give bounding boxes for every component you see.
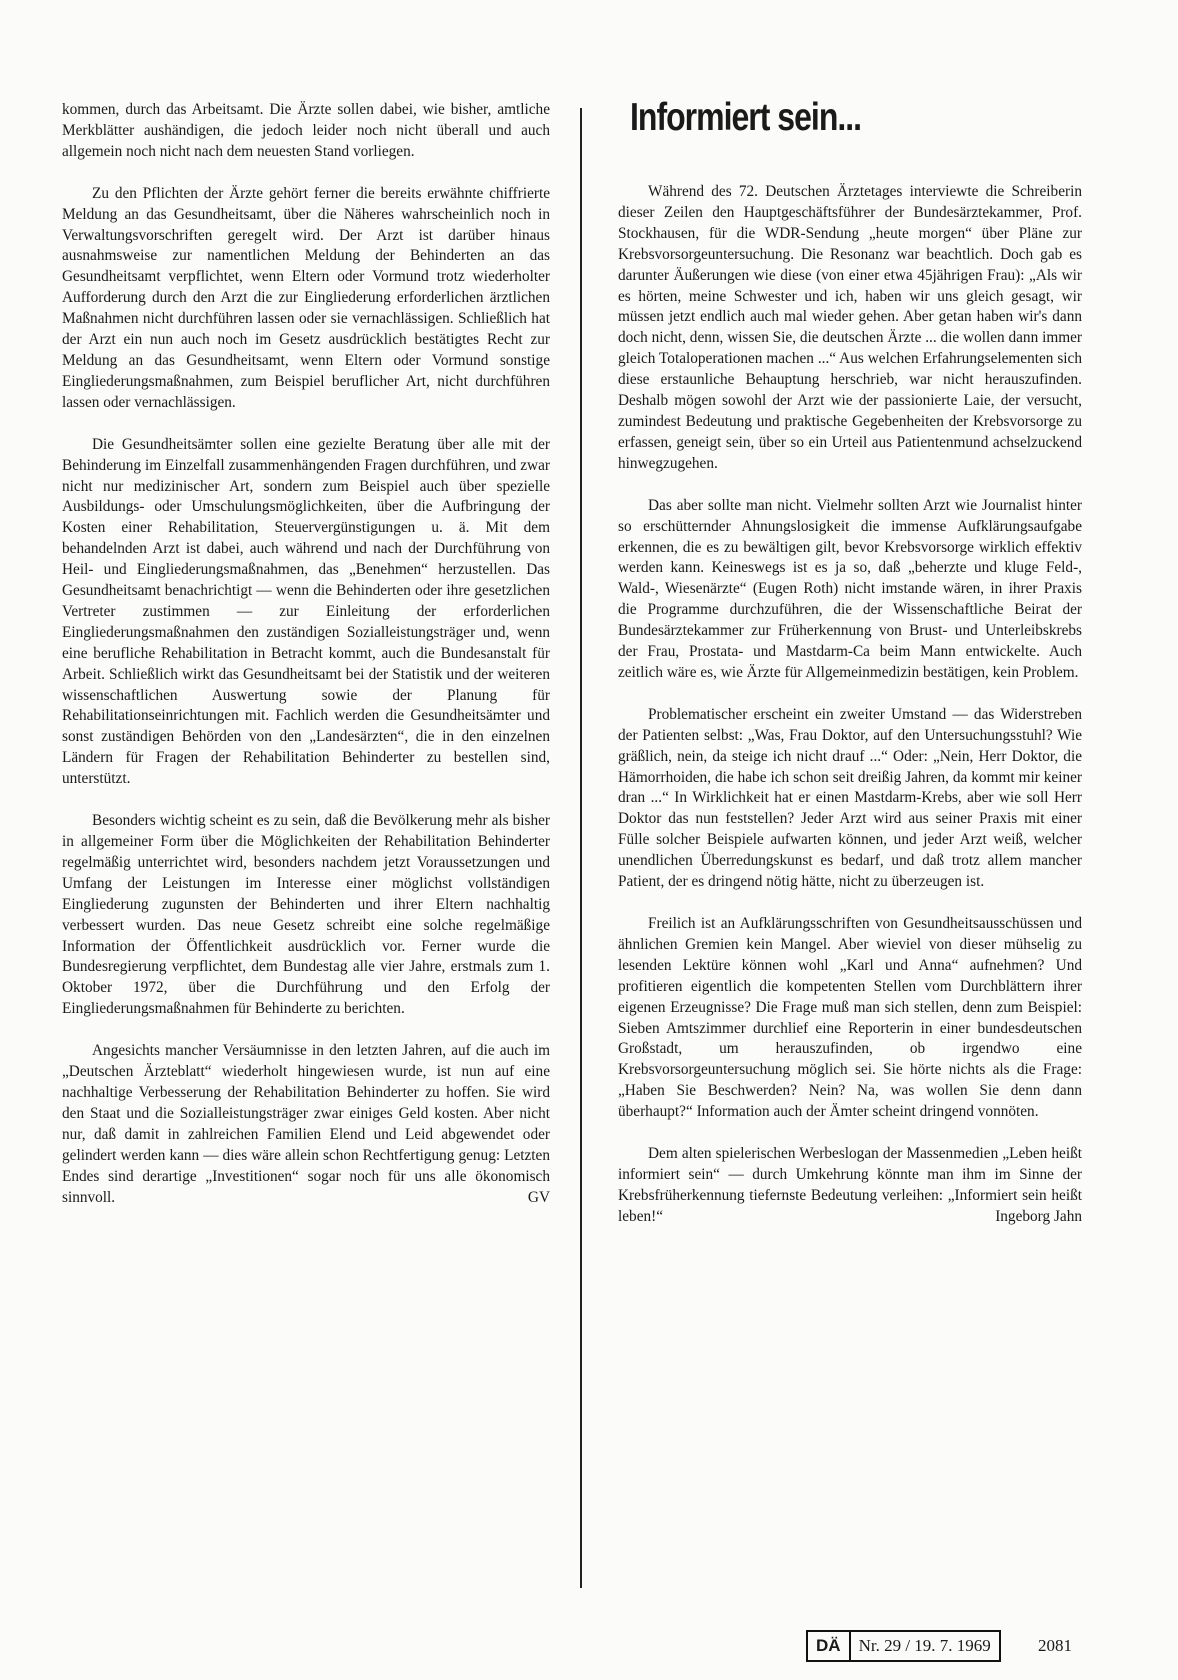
paragraph: Besonders wichtig scheint es zu sein, daß die Bevölkerung mehr als bisher in allgemeiner Form über die Möglichkeiten der Rehabilitation Behinderter regelmäßig unterrichtet wird, besonders nachdem jetzt Voraussetzungen und Umfang der Leistungen im Interesse einer möglichst vollständigen Eingliederung zugunsten der Behinderten und ihrer Eltern nachhaltig verbessert wurden. Das neue Gesetz schreibt eine solche regelmäßige Information der Öffentlichkeit ausdrücklich vor. Ferner wurde die Bundesregierung verpflichtet, dem Bundestag alle vier Jahre, erstmals zum 1. Oktober 1972, über die Durchführung und den Erfolg der Eingliederungsmaßnahmen für Behinderte zu berichten.	[62, 812, 550, 1018]
paragraph-text: Angesichts mancher Versäumnisse in den letzten Jahren, auf die auch im „Deutschen Ärzteblatt“ wiederholt hingewiesen wurde, ist nun auf eine nachhaltige Verbesserung der Rehabilitation Behinderter zu hoffen. Sie wird den Staat und die Sozialleistungsträger zwar einiges Geld kosten. Aber nicht nur, daß damit in zahlreichen Familien Elend und Leid abgewendet oder gelindert werden kann — dies wäre allein schon Rechtfertigung genug: Letzten Endes sind derartige „Investitionen“ sogar noch für uns alle ökonomisch sinnvoll.	[62, 1042, 550, 1206]
paragraph: Problematischer erscheint ein zweiter Umstand — das Widerstreben der Patienten selbst: „Was, Frau Doktor, auf den Untersuchungsstuhl? Wie gräßlich, nein, da steige ich nicht drauf ...“ Oder: „Nein, Herr Doktor, die Hämorrhoiden, die habe ich schon seit dreißig Jahren, da kommt mir keiner dran ...“ In Wirklichkeit hat er einen Mastdarm-Krebs, aber wie soll Herr Doktor das nun feststellen? Jeder Arzt wird aus seiner Praxis mit einer Fülle solcher Beispiele aufwarten können, und jeder Arzt weiß, welcher unendlichen Überredungskunst es bedarf, und daß trotz allem mancher Patient, der es dringend nötig hätte, nicht zu überzeugen ist.	[618, 705, 1082, 891]
author-signature: Ingeborg Jahn	[995, 1207, 1082, 1225]
right-column	[618, 182, 1082, 1228]
article-title: Informiert sein...	[630, 96, 862, 139]
paragraph: Während des 72. Deutschen Ärztetages interviewte die Schreiberin dieser Zeilen den Hauptgeschäftsführer der Bundesärztekammer, Prof. Stockhausen, für die WDR-Sendung „heute morgen“ über Pläne zur Krebsvorsorgeuntersuchung. Die Resonanz war beachtlich. Doch gab es darunter Äußerungen wie diese (von einer etwa 45jährigen Frau): „Als wir es hörten, meine Schwester und ich, haben wir uns gleich gesagt, wir müssen jetzt endlich auch mal wieder gehen. Aber getan haben wir's dann doch nicht, denn, wissen Sie, die deutschen Ärzte ... die wollen dann immer gleich Totaloperationen machen ...“ Aus welchen Erfahrungselementen sich diese erstaunliche Behauptung herschrieb, war nicht herauszufinden. Deshalb mögen sowohl der Arzt wie der passionierte Laie, der versucht, zumindest Bedeutung und praktische Gegebenheiten der Krebsvorsorge zu erfassen, geneigt sein, über so ein Urteil aus Patientenmund achselzuckend hinwegzugehen.	[618, 183, 1082, 472]
paragraph-text: Dem alten spielerischen Werbeslogan der Massenmedien „Leben heißt informiert sein“ — durch Umkehrung könnte man ihm im Sinne der Krebsfrüherkennung tiefernste Bedeutung verleihen: „Informiert sein heißt leben!“	[618, 1145, 1082, 1225]
left-column	[62, 100, 550, 1208]
column-divider	[580, 108, 582, 1588]
issue-info: Nr. 29 / 19. 7. 1969	[851, 1630, 1001, 1662]
paragraph: kommen, durch das Arbeitsamt. Die Ärzte sollen dabei, wie bisher, amtliche Merkblätter aushändigen, die jedoch leider noch nicht überall und auch allgemein noch nicht nach dem neuesten Stand vorliegen.	[62, 101, 550, 160]
paragraph-with-signature	[618, 1144, 1082, 1228]
paragraph-with-signature	[62, 1041, 550, 1208]
paragraph: Zu den Pflichten der Ärzte gehört ferner die bereits erwähnte chiffrierte Meldung an das Gesundheitsamt, über die Näheres wahrscheinlich noch in Verwaltungsvorschriften geregelt wird. Der Arzt ist darüber hinaus ausnahmsweise zur namentlichen Meldung der Behinderten an das Gesundheitsamt verpflichtet, wenn Eltern oder Vormund trotz wiederholter Aufforderung durch den Arzt die zur Eingliederung erforderlichen ärztlichen Maßnahmen nicht durchführen lassen oder sie vernachlässigen. Schließlich hat der Arzt ein nun auch noch im Gesetz ausdrücklich bestätigtes Recht zur Meldung an das Gesundheitsamt, wenn Eltern oder Vormund sonstige Eingliederungsmaßnahmen, zum Beispiel beruflicher Art, nicht durchführen lassen oder vernachlässigen.	[62, 184, 550, 411]
journal-abbrev: DÄ	[806, 1630, 851, 1662]
page-number: 2081	[1038, 1636, 1072, 1655]
paragraph: Das aber sollte man nicht. Vielmehr sollten Arzt wie Journalist hinter so erschütternder Ahnungslosigkeit die immense Aufklärungsaufgabe erkennen, die es zu bewältigen gilt, bevor Krebsvorsorge wirklich effektiv werden kann. Keineswegs ist es ja so, daß „beherzte und kluge Feld-, Wald-, Wiesenärzte“ (Eugen Roth) nicht imstande wären, in ihrer Praxis die Programme durchzuführen, die der Wissenschaftliche Beirat der Bundesärztekammer zur Früherkennung von Brust- und Unterleibskrebs der Frau, Prostata- und Mastdarm-Ca beim Mann entwickelte. Auch zeitlich wäre es, wie Ärzte für Allgemeinmedizin bestätigen, kein Problem.	[618, 496, 1082, 681]
paragraph: Freilich ist an Aufklärungsschriften von Gesundheitsausschüssen und ähnlichen Gremien kein Mangel. Aber wieviel von dieser mühselig zu lesenden Lektüre können wohl „Karl und Anna“ aufnehmen? Und profitieren eigentlich die kompetenten Stellen vom Durchblättern ihrer eigenen Erzeugnisse? Die Frage muß man sich stellen, denn zum Beispiel: Sieben Amtszimmer durchlief eine Reporterin in einer bundesdeutschen Großstadt, um herauszufinden, ob irgendwo eine Krebsvorsorgeuntersuchung möglich sei. Sie hörte nichts als die Frage: „Haben Sie Beschwerden? Nein? Na, was wollen Sie denn dann überhaupt?“ Information auch der Ämter scheint dringend vonnöten.	[618, 915, 1082, 1121]
footer-journal-box	[806, 1630, 1001, 1662]
author-signature: GV	[527, 1188, 550, 1206]
paragraph: Die Gesundheitsämter sollen eine gezielte Beratung über alle mit der Behinderung im Einzelfall zusammenhängenden Fragen durchführen, und zwar nicht nur medizinischer Art, sondern zum Beispiel auch über spezielle Ausbildungs- oder Umschulungsmöglichkeiten, über die Aufbringung der Kosten einer Rehabilitation, Steuervergünstigungen u. ä. Mit dem behandelnden Arzt ist dabei, auch während und nach der Durchführung von Heil- und Eingliederungsmaßnahmen, das „Benehmen“ herzustellen. Das Gesundheitsamt benachrichtigt — wenn die Behinderten oder ihre gesetzlichen Vertreter zustimmen — zur Einleitung der erforderlichen Eingliederungsmaßnahmen den zuständigen Sozialleistungsträger und, wenn eine berufliche Rehabilitation in Betracht kommt, auch die Bundesanstalt für Arbeit. Schließlich wirkt das Gesundheitsamt bei der Statistik und der weiteren wissenschaftlichen Auswertung sowie der Planung für Rehabilitationseinrichtungen mit. Fachlich werden die Gesundheitsämter und sonst zuständigen Behörden von den „Landesärzten“, die in den einzelnen Ländern für Fragen der Rehabilitation Behinderter zu bestellen sind, unterstützt.	[62, 435, 550, 788]
